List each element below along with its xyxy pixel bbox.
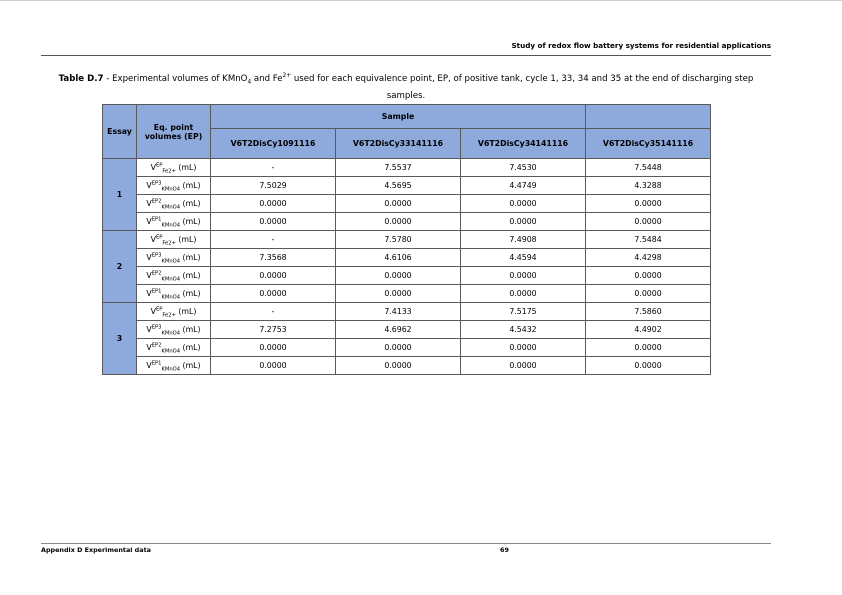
volume-sub: Fe2+ xyxy=(162,312,176,319)
table-caption xyxy=(41,71,771,105)
eq-point-label xyxy=(137,285,211,303)
table-row xyxy=(103,285,711,303)
volume-unit: (mL) xyxy=(178,163,197,172)
table-cell: 4.4594 xyxy=(461,249,586,267)
table-cell: 0.0000 xyxy=(211,339,336,357)
eq-point-label xyxy=(137,303,211,321)
table-cell: 0.0000 xyxy=(461,267,586,285)
table-cell: 0.0000 xyxy=(586,339,711,357)
table-cell: 4.4749 xyxy=(461,177,586,195)
volume-symbol: $V^{EP2}_{KMnO4}$ xyxy=(146,198,181,211)
volume-unit: (mL) xyxy=(178,307,197,316)
caption-text-2: and Fe xyxy=(251,74,283,84)
table-cell: 4.3288 xyxy=(586,177,711,195)
table-cell: 4.6962 xyxy=(336,321,461,339)
table-cell: 0.0000 xyxy=(461,357,586,375)
table-cell: 7.5484 xyxy=(586,231,711,249)
volume-sub: KMnO4 xyxy=(161,294,181,301)
table-row xyxy=(103,231,711,249)
table-cell: 0.0000 xyxy=(211,195,336,213)
table-row xyxy=(103,177,711,195)
eq-point-label xyxy=(137,249,211,267)
header-rule xyxy=(41,55,771,56)
volume-sub: KMnO4 xyxy=(161,258,181,265)
volume-sup: EP2 xyxy=(151,270,162,277)
essay-header: Essay xyxy=(103,105,137,159)
sample-col-header: V6T2DisCy34141116 xyxy=(461,129,586,159)
volume-sub: KMnO4 xyxy=(161,204,181,211)
volume-sup: EP2 xyxy=(151,342,162,349)
volume-sub: KMnO4 xyxy=(161,348,181,355)
volume-sub: KMnO4 xyxy=(161,276,181,283)
table-cell: 0.0000 xyxy=(586,285,711,303)
volume-symbol: $V^{EP}_{Fe2+}$ xyxy=(150,162,176,175)
footer-section: Appendix D Experimental data xyxy=(41,546,151,554)
volume-unit: (mL) xyxy=(182,253,201,262)
volume-unit: (mL) xyxy=(182,199,201,208)
volume-sub: Fe2+ xyxy=(162,240,176,247)
top-rule xyxy=(0,0,842,1)
table-cell: 7.5780 xyxy=(336,231,461,249)
eq-point-label xyxy=(137,339,211,357)
table-cell: 0.0000 xyxy=(461,339,586,357)
volume-symbol: $V^{EP3}_{KMnO4}$ xyxy=(146,324,181,337)
table-cell: - xyxy=(211,159,336,177)
table-cell: 0.0000 xyxy=(336,267,461,285)
table-cell: 0.0000 xyxy=(211,213,336,231)
volume-sup: EP3 xyxy=(151,324,162,331)
volume-symbol: $V^{EP1}_{KMnO4}$ xyxy=(146,360,181,373)
volume-unit: (mL) xyxy=(182,325,201,334)
volume-sub: KMnO4 xyxy=(161,330,181,337)
table-cell: 7.4908 xyxy=(461,231,586,249)
table-cell: 0.0000 xyxy=(211,357,336,375)
sample-col-header: V6T2DisCy33141116 xyxy=(336,129,461,159)
volume-symbol: $V^{EP2}_{KMnO4}$ xyxy=(146,270,181,283)
data-table xyxy=(102,104,711,375)
table-cell: 0.0000 xyxy=(336,195,461,213)
caption-label: Table D.7 xyxy=(58,74,104,84)
table-cell: 0.0000 xyxy=(461,195,586,213)
eq-point-label xyxy=(137,231,211,249)
table-row xyxy=(103,339,711,357)
volume-unit: (mL) xyxy=(182,217,201,226)
running-header: Study of redox flow battery systems for residential applications xyxy=(511,41,771,50)
volume-sub: KMnO4 xyxy=(161,186,181,193)
eq-point-label xyxy=(137,159,211,177)
footer-rule xyxy=(41,543,771,544)
essay-id: 1 xyxy=(103,159,137,231)
table-cell: 4.5695 xyxy=(336,177,461,195)
essay-id: 2 xyxy=(103,231,137,303)
eq-point-label xyxy=(137,195,211,213)
volume-sup: EP3 xyxy=(151,180,162,187)
table-cell: 7.5175 xyxy=(461,303,586,321)
table-cell: 7.5537 xyxy=(336,159,461,177)
table-cell: 7.5448 xyxy=(586,159,711,177)
table-cell: 7.5860 xyxy=(586,303,711,321)
table-row xyxy=(103,321,711,339)
sample-col-header: V6T2DisCy35141116 xyxy=(586,129,711,159)
table-cell: 0.0000 xyxy=(586,267,711,285)
caption-text-1: - Experimental volumes of KMnO xyxy=(103,74,248,84)
table-cell: 7.5029 xyxy=(211,177,336,195)
volume-unit: (mL) xyxy=(182,343,201,352)
table-cell: 0.0000 xyxy=(586,357,711,375)
volume-sup: EP1 xyxy=(151,288,162,295)
table-cell: 4.4902 xyxy=(586,321,711,339)
table-row xyxy=(103,303,711,321)
table-cell: 4.6106 xyxy=(336,249,461,267)
table-body xyxy=(103,159,711,375)
table-cell: 7.4133 xyxy=(336,303,461,321)
caption-text-3: used for each equivalence point, EP, of positive tank, cycle 1, 33, 34 and 35 at the end of discharging step samples. xyxy=(291,74,754,101)
eq-point-label xyxy=(137,321,211,339)
volume-symbol: $V^{EP1}_{KMnO4}$ xyxy=(146,216,181,229)
caption-sub-1: 4 xyxy=(247,79,252,86)
volume-sup: EP1 xyxy=(151,360,162,367)
table-cell: 0.0000 xyxy=(461,213,586,231)
caption-sup-1: 2+ xyxy=(282,73,292,80)
sample-header-blank xyxy=(586,105,711,129)
eq-point-header: Eq. point volumes (EP) xyxy=(137,105,211,159)
volume-symbol: $V^{EP3}_{KMnO4}$ xyxy=(146,180,181,193)
volume-sup: EP3 xyxy=(151,252,162,259)
volume-sup: EP1 xyxy=(151,216,162,223)
volume-sub: KMnO4 xyxy=(161,222,181,229)
eq-point-label xyxy=(137,177,211,195)
volume-symbol: $V^{EP2}_{KMnO4}$ xyxy=(146,342,181,355)
table-cell: 0.0000 xyxy=(586,195,711,213)
table-row xyxy=(103,267,711,285)
volume-unit: (mL) xyxy=(182,181,201,190)
table-cell: 0.0000 xyxy=(336,357,461,375)
volume-unit: (mL) xyxy=(182,271,201,280)
table-cell: - xyxy=(211,303,336,321)
volume-sup: EP xyxy=(155,306,163,313)
table-row xyxy=(103,249,711,267)
table-cell: 0.0000 xyxy=(461,285,586,303)
volume-symbol: $V^{EP}_{Fe2+}$ xyxy=(150,306,176,319)
volume-sup: EP xyxy=(155,234,163,241)
eq-point-label xyxy=(137,357,211,375)
eq-point-label xyxy=(137,267,211,285)
volume-symbol: $V^{EP}_{Fe2+}$ xyxy=(150,234,176,247)
volume-symbol: $V^{EP3}_{KMnO4}$ xyxy=(146,252,181,265)
table-cell: 4.5432 xyxy=(461,321,586,339)
volume-symbol: $V^{EP1}_{KMnO4}$ xyxy=(146,288,181,301)
table-cell: 0.0000 xyxy=(336,339,461,357)
table-cell: 0.0000 xyxy=(586,213,711,231)
eq-point-label xyxy=(137,213,211,231)
table-cell: 7.3568 xyxy=(211,249,336,267)
table-cell: 0.0000 xyxy=(336,285,461,303)
essay-id: 3 xyxy=(103,303,137,375)
volume-unit: (mL) xyxy=(182,289,201,298)
table-row xyxy=(103,213,711,231)
table-cell: 0.0000 xyxy=(211,285,336,303)
volume-sup: EP xyxy=(155,162,163,169)
page-number: 69 xyxy=(500,546,509,554)
sample-col-header: V6T2DisCy1091116 xyxy=(211,129,336,159)
table-row xyxy=(103,159,711,177)
table-row xyxy=(103,195,711,213)
table-row xyxy=(103,357,711,375)
volume-unit: (mL) xyxy=(182,361,201,370)
table-cell: 0.0000 xyxy=(336,213,461,231)
volume-unit: (mL) xyxy=(178,235,197,244)
volume-sub: Fe2+ xyxy=(162,168,176,175)
volume-sub: KMnO4 xyxy=(161,366,181,373)
table-cell: 0.0000 xyxy=(211,267,336,285)
table-cell: 4.4298 xyxy=(586,249,711,267)
sample-header: Sample xyxy=(211,105,586,129)
table-cell: 7.2753 xyxy=(211,321,336,339)
volume-sup: EP2 xyxy=(151,198,162,205)
table-cell: 7.4530 xyxy=(461,159,586,177)
table-cell: - xyxy=(211,231,336,249)
